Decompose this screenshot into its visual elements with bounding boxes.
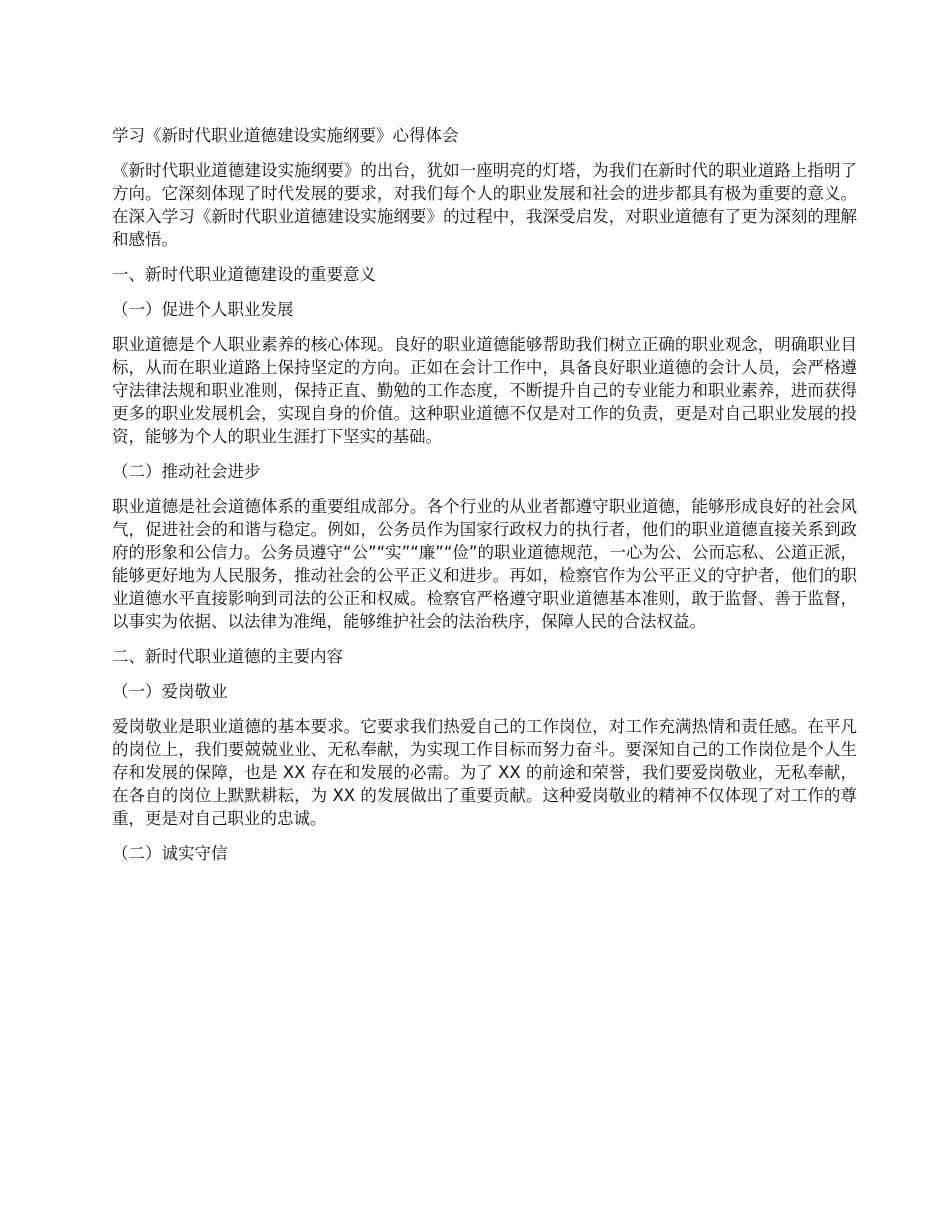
document-page [112, 124, 857, 877]
section-2-heading: 二、新时代职业道德的主要内容 [112, 647, 343, 666]
section-1-sub-1-heading: （一）促进个人职业发展 [112, 300, 294, 319]
intro-paragraph: 《新时代职业道德建设实施纲要》的出台，犹如一座明亮的灯塔，为我们在新时代的职业道路上指明了方向。它深刻体现了时代发展的要求，对我们每个人的职业发展和社会的进步都具有极为重要的意义。在深入学习《新时代职业道德建设实施纲要》的过程中，我深受启发，对职业道德有了更为深刻的理解和感悟。 [112, 161, 857, 249]
section-2-sub-2-heading: （二）诚实守信 [112, 844, 228, 863]
section-2-sub-1-paragraph: 爱岗敬业是职业道德的基本要求。它要求我们热爱自己的工作岗位，对工作充满热情和责任感。在平凡的岗位上，我们要兢兢业业、无私奉献，为实现工作目标而努力奋斗。要深知自己的工作岗位是个人生存和发展的保障，也是 XX 存在和发展的必需。为了 XX 的前途和荣誉，我们要爱岗敬业，无私奉献，在各自的岗位上默默耕耘，为 XX 的发展做出了重要贡献。这种爱岗敬业的精神不仅体现了对工作的尊重，更是对自己职业的忠诚。 [112, 717, 857, 828]
section-1-sub-2-heading: （二）推动社会进步 [112, 462, 261, 481]
section-1-sub-2-paragraph: 职业道德是社会道德体系的重要组成部分。各个行业的从业者都遵守职业道德，能够形成良好的社会风气，促进社会的和谐与稳定。例如，公务员作为国家行政权力的执行者，他们的职业道德直接关系到政府的形象和公信力。公务员遵守“公”“实”“廉”“俭”的职业道德规范，一心为公、公而忘私、公道正派，能够更好地为人民服务，推动社会的公平正义和进步。再如，检察官作为公平正义的守护者，他们的职业道德水平直接影响到司法的公正和权威。检察官严格遵守职业道德基本准则，敢于监督、善于监督，以事实为依据、以法律为准绳，能够维护社会的法治秩序，保障人民的合法权益。 [112, 497, 857, 631]
document-title: 学习《新时代职业道德建设实施纲要》心得体会 [112, 126, 459, 145]
section-1-sub-1-paragraph: 职业道德是个人职业素养的核心体现。良好的职业道德能够帮助我们树立正确的职业观念，明确职业目标，从而在职业道路上保持坚定的方向。正如在会计工作中，具备良好职业道德的会计人员，会严格遵守法律法规和职业准则，保持正直、勤勉的工作态度，不断提升自己的专业能力和职业素养，进而获得更多的职业发展机会，实现自身的价值。这种职业道德不仅是对工作的负责，更是对自己职业发展的投资，能够为个人的职业生涯打下坚实的基础。 [112, 335, 857, 446]
section-2-sub-1-heading: （一）爱岗敬业 [112, 682, 228, 701]
section-1-heading: 一、新时代职业道德建设的重要意义 [112, 265, 376, 284]
